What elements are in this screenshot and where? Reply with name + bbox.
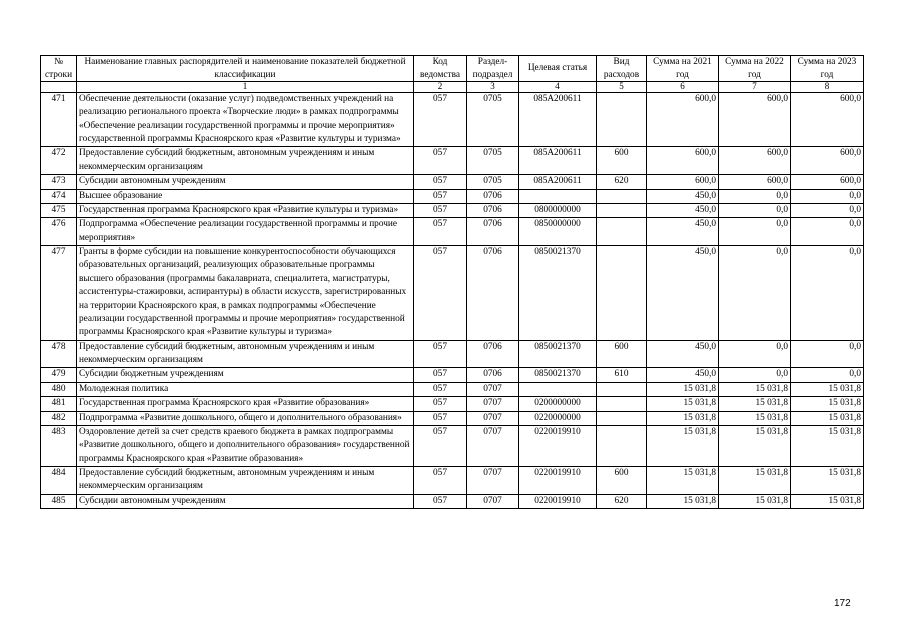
col-header-department-code: Код ведомства <box>414 56 467 82</box>
row-sum-2023: 15 031,8 <box>791 382 864 396</box>
row-department-code: 057 <box>414 382 467 396</box>
row-sum-2022: 600,0 <box>719 92 791 147</box>
table-row <box>41 425 864 466</box>
row-section: 0705 <box>467 147 519 175</box>
row-target-article: 0800000000 <box>519 203 597 217</box>
row-target-article: 085A200611 <box>519 175 597 189</box>
row-sum-2021: 15 031,8 <box>647 467 719 495</box>
row-target-article: 0200000000 <box>519 397 597 411</box>
row-name: Предоставление субсидий бюджетным, автономным учреждениям и иным некоммерческим организациям <box>77 340 414 368</box>
row-sum-2021: 450,0 <box>647 203 719 217</box>
row-expense-type: 600 <box>597 147 647 175</box>
column-number-row <box>41 82 864 93</box>
row-number: 474 <box>41 189 77 203</box>
row-section: 0707 <box>467 397 519 411</box>
row-number: 480 <box>41 382 77 396</box>
row-target-article: 0220000000 <box>519 411 597 425</box>
row-sum-2023: 600,0 <box>791 147 864 175</box>
table-row <box>41 368 864 382</box>
row-expense-type <box>597 411 647 425</box>
row-target-article: 0850021370 <box>519 368 597 382</box>
row-sum-2023: 15 031,8 <box>791 467 864 495</box>
column-number: 1 <box>77 82 414 93</box>
row-name: Государственная программа Красноярского края «Развитие образования» <box>77 397 414 411</box>
table-row <box>41 397 864 411</box>
table-row <box>41 411 864 425</box>
row-sum-2021: 450,0 <box>647 218 719 246</box>
row-number: 478 <box>41 340 77 368</box>
row-expense-type: 620 <box>597 175 647 189</box>
row-department-code: 057 <box>414 368 467 382</box>
row-sum-2021: 450,0 <box>647 340 719 368</box>
row-name: Субсидии бюджетным учреждениям <box>77 368 414 382</box>
row-sum-2023: 600,0 <box>791 92 864 147</box>
row-sum-2022: 0,0 <box>719 218 791 246</box>
col-header-section: Раздел-подраздел <box>467 56 519 82</box>
row-number: 485 <box>41 494 77 508</box>
row-sum-2022: 0,0 <box>719 340 791 368</box>
row-department-code: 057 <box>414 147 467 175</box>
row-sum-2022: 600,0 <box>719 175 791 189</box>
row-department-code: 057 <box>414 340 467 368</box>
row-name: Молодежная политика <box>77 382 414 396</box>
row-sum-2022: 15 031,8 <box>719 411 791 425</box>
row-sum-2022: 600,0 <box>719 147 791 175</box>
row-expense-type <box>597 189 647 203</box>
row-department-code: 057 <box>414 246 467 341</box>
col-header-expense-type: Вид расходов <box>597 56 647 82</box>
row-number: 479 <box>41 368 77 382</box>
row-target-article <box>519 382 597 396</box>
row-sum-2023: 15 031,8 <box>791 425 864 466</box>
col-header-row-number: № строки <box>41 56 77 82</box>
row-sum-2022: 15 031,8 <box>719 425 791 466</box>
column-number: 2 <box>414 82 467 93</box>
row-sum-2021: 600,0 <box>647 147 719 175</box>
row-section: 0705 <box>467 92 519 147</box>
row-section: 0706 <box>467 246 519 341</box>
row-target-article: 0850021370 <box>519 246 597 341</box>
row-department-code: 057 <box>414 189 467 203</box>
row-sum-2022: 0,0 <box>719 246 791 341</box>
row-number: 471 <box>41 92 77 147</box>
row-name: Высшее образование <box>77 189 414 203</box>
row-target-article: 0220019910 <box>519 467 597 495</box>
table-row <box>41 218 864 246</box>
row-sum-2022: 0,0 <box>719 203 791 217</box>
row-section: 0705 <box>467 175 519 189</box>
row-name: Подпрограмма «Обеспечение реализации государственной программы и прочие мероприятия» <box>77 218 414 246</box>
column-number: 3 <box>467 82 519 93</box>
row-name: Субсидии автономным учреждениям <box>77 175 414 189</box>
row-sum-2022: 15 031,8 <box>719 494 791 508</box>
row-section: 0706 <box>467 189 519 203</box>
row-expense-type <box>597 382 647 396</box>
row-expense-type <box>597 218 647 246</box>
row-sum-2021: 15 031,8 <box>647 425 719 466</box>
row-sum-2022: 15 031,8 <box>719 397 791 411</box>
row-section: 0707 <box>467 382 519 396</box>
row-number: 472 <box>41 147 77 175</box>
column-number: 6 <box>647 82 719 93</box>
table-row <box>41 494 864 508</box>
table-row <box>41 246 864 341</box>
row-target-article: 085A200611 <box>519 92 597 147</box>
row-section: 0706 <box>467 218 519 246</box>
row-department-code: 057 <box>414 175 467 189</box>
col-header-sum-2022: Сумма на 2022 год <box>719 56 791 82</box>
row-sum-2022: 0,0 <box>719 189 791 203</box>
budget-table <box>40 55 864 509</box>
row-sum-2023: 0,0 <box>791 246 864 341</box>
row-sum-2023: 15 031,8 <box>791 494 864 508</box>
row-sum-2021: 15 031,8 <box>647 411 719 425</box>
row-department-code: 057 <box>414 494 467 508</box>
row-department-code: 057 <box>414 218 467 246</box>
table-row <box>41 175 864 189</box>
row-sum-2021: 15 031,8 <box>647 397 719 411</box>
row-number: 477 <box>41 246 77 341</box>
row-number: 482 <box>41 411 77 425</box>
row-expense-type <box>597 246 647 341</box>
row-target-article: 0850000000 <box>519 218 597 246</box>
col-header-name: Наименование главных распорядителей и наименование показателей бюджетной классификации <box>77 56 414 82</box>
row-number: 483 <box>41 425 77 466</box>
row-expense-type <box>597 397 647 411</box>
row-section: 0707 <box>467 467 519 495</box>
row-sum-2023: 0,0 <box>791 189 864 203</box>
row-sum-2021: 600,0 <box>647 92 719 147</box>
column-number <box>41 82 77 93</box>
row-section: 0707 <box>467 425 519 466</box>
row-sum-2023: 600,0 <box>791 175 864 189</box>
row-sum-2021: 450,0 <box>647 189 719 203</box>
row-name: Государственная программа Красноярского края «Развитие культуры и туризма» <box>77 203 414 217</box>
row-section: 0706 <box>467 203 519 217</box>
row-sum-2021: 15 031,8 <box>647 494 719 508</box>
table-row <box>41 340 864 368</box>
row-target-article: 0220019910 <box>519 425 597 466</box>
page-number: 172 <box>834 598 851 609</box>
row-name: Предоставление субсидий бюджетным, автономным учреждениям и иным некоммерческим организациям <box>77 147 414 175</box>
row-target-article <box>519 189 597 203</box>
row-sum-2023: 0,0 <box>791 368 864 382</box>
row-sum-2023: 0,0 <box>791 203 864 217</box>
row-department-code: 057 <box>414 397 467 411</box>
row-department-code: 057 <box>414 203 467 217</box>
row-sum-2021: 450,0 <box>647 368 719 382</box>
row-section: 0706 <box>467 340 519 368</box>
table-row <box>41 382 864 396</box>
row-number: 481 <box>41 397 77 411</box>
row-section: 0707 <box>467 494 519 508</box>
table-row <box>41 92 864 147</box>
row-department-code: 057 <box>414 467 467 495</box>
row-name: Гранты в форме субсидии на повышение конкурентоспособности обучающихся образовательных организаций, реализующих образовательные программы высшего образования (программы бакалавриата, специалитета, магистратуры, ассистентуры-стажировки, аспирантуры) в области искусств, зарегистрированных на территории Красноярского края, в рамках подпрограммы «Обеспечение реализации государственной программы и прочие мероприятия» государственной программы Красноярского края «Развитие культуры и туризма» <box>77 246 414 341</box>
row-number: 473 <box>41 175 77 189</box>
col-header-target-article: Целевая статья <box>519 56 597 82</box>
row-sum-2023: 0,0 <box>791 340 864 368</box>
table-row <box>41 147 864 175</box>
row-expense-type: 600 <box>597 467 647 495</box>
column-number: 5 <box>597 82 647 93</box>
row-expense-type: 620 <box>597 494 647 508</box>
col-header-sum-2021: Сумма на 2021 год <box>647 56 719 82</box>
row-section: 0706 <box>467 368 519 382</box>
row-name: Субсидии автономным учреждениям <box>77 494 414 508</box>
table-header-row <box>41 56 864 82</box>
table-row <box>41 189 864 203</box>
table-row <box>41 467 864 495</box>
row-sum-2022: 0,0 <box>719 368 791 382</box>
row-expense-type <box>597 92 647 147</box>
row-sum-2023: 0,0 <box>791 218 864 246</box>
row-sum-2023: 15 031,8 <box>791 397 864 411</box>
row-target-article: 085A200611 <box>519 147 597 175</box>
row-sum-2021: 15 031,8 <box>647 382 719 396</box>
table-body <box>41 92 864 508</box>
row-expense-type: 600 <box>597 340 647 368</box>
row-sum-2021: 600,0 <box>647 175 719 189</box>
column-number: 4 <box>519 82 597 93</box>
row-number: 484 <box>41 467 77 495</box>
row-section: 0707 <box>467 411 519 425</box>
row-expense-type <box>597 425 647 466</box>
row-number: 476 <box>41 218 77 246</box>
row-department-code: 057 <box>414 411 467 425</box>
row-expense-type: 610 <box>597 368 647 382</box>
row-department-code: 057 <box>414 92 467 147</box>
row-target-article: 0220019910 <box>519 494 597 508</box>
row-sum-2021: 450,0 <box>647 246 719 341</box>
col-header-sum-2023: Сумма на 2023 год <box>791 56 864 82</box>
row-sum-2022: 15 031,8 <box>719 467 791 495</box>
row-expense-type <box>597 203 647 217</box>
row-name: Предоставление субсидий бюджетным, автономным учреждениям и иным некоммерческим организациям <box>77 467 414 495</box>
row-name: Оздоровление детей за счет средств краевого бюджета в рамках подпрограммы «Развитие дошкольного, общего и дополнительного образования» государственной программы Красноярского края «Развитие образования» <box>77 425 414 466</box>
row-target-article: 0850021370 <box>519 340 597 368</box>
row-sum-2022: 15 031,8 <box>719 382 791 396</box>
row-department-code: 057 <box>414 425 467 466</box>
column-number: 8 <box>791 82 864 93</box>
table-row <box>41 203 864 217</box>
row-name: Обеспечение деятельности (оказание услуг) подведомственных учреждений на реализацию регионального проекта «Творческие люди» в рамках подпрограммы «Обеспечение реализации государственной программы и прочие мероприятия» государственной программы Красноярского края «Развитие культуры и туризма» <box>77 92 414 147</box>
column-number: 7 <box>719 82 791 93</box>
row-name: Подпрограмма «Развитие дошкольного, общего и дополнительного образования» <box>77 411 414 425</box>
row-number: 475 <box>41 203 77 217</box>
row-sum-2023: 15 031,8 <box>791 411 864 425</box>
